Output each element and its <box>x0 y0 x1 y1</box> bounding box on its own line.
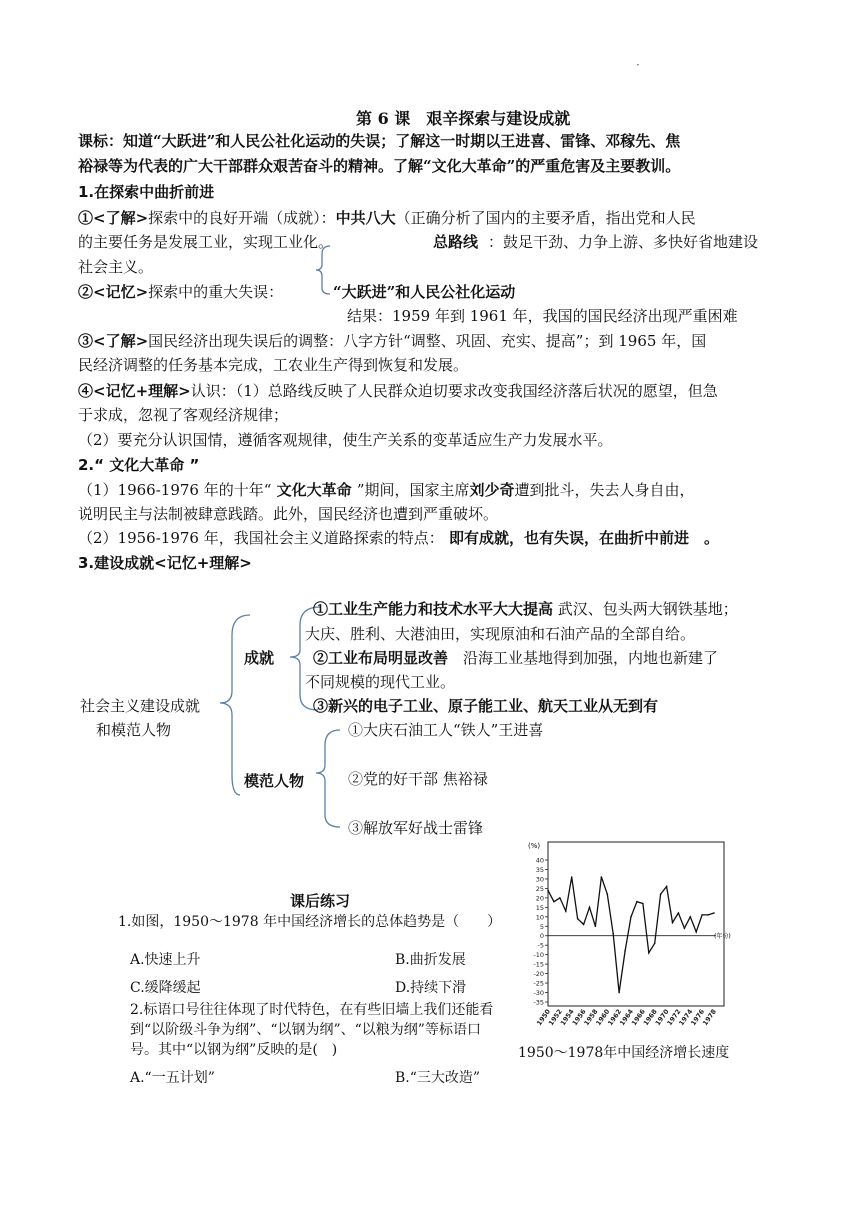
achievement-2-line2: 不同规模的现代工业。 <box>305 673 456 691</box>
data-point <box>660 893 662 895</box>
achievement-2-text: 沿海工业基地得到加强，内地也新建了 <box>448 649 719 667</box>
chart-frame <box>548 842 724 1006</box>
section2-p2 <box>78 527 798 549</box>
section1-p2 <box>78 281 798 303</box>
y-tick-label: -25 <box>533 979 544 988</box>
data-point <box>630 916 632 918</box>
liu-shaoqi: 刘少奇 <box>469 481 515 499</box>
section2-heading: 2.“ 文化大革命 ” <box>78 456 200 474</box>
y-tick-label: 5 <box>539 922 544 931</box>
p1-line2: 的主要任务是发展工业，实现工业化。 <box>78 233 334 251</box>
s2-p1b: ”期间，国家主席 <box>356 481 470 499</box>
p1-text: 探索中的良好开端（成就）： <box>148 209 336 227</box>
corner-mark: · <box>636 58 640 72</box>
question-2-line1: 2.标语口号往往体现了时代特色，在有些旧墙上我们还能看 <box>130 1002 494 1018</box>
standard-line-2: 裕禄等为代表的广大干部群众艰苦奋斗的精神。了解“文化大革命”的严重危害及主要教训。 <box>78 157 681 175</box>
q1-option-a[interactable]: A.快速上升 <box>130 952 201 968</box>
general-line-text: ：鼓足干劲、力争上游、多快好省地建设 <box>488 233 759 251</box>
mindmap-root-line1: 社会主义建设成就 <box>80 697 201 715</box>
growth-series-line <box>548 877 714 993</box>
data-point <box>666 886 668 888</box>
q1-option-d[interactable]: D.持续下滑 <box>395 980 467 996</box>
x-tick-label: 1962 <box>606 1007 624 1028</box>
question-1: 1.如图，1950～1978 年中国经济增长的总体趋势是（ ） <box>118 914 502 930</box>
data-point <box>571 876 573 878</box>
section3-heading: 3.建设成就<记忆+理解> <box>78 554 252 572</box>
model-3: ③解放军好战士雷锋 <box>348 819 484 837</box>
data-point <box>618 992 620 994</box>
tag-understand-2: ③<了解> <box>78 332 149 350</box>
question-2-line3: 号。其中“以钢为纲”反映的是( ) <box>130 1042 338 1058</box>
eighth-congress: 中共八大 <box>335 209 396 227</box>
data-point <box>547 889 549 891</box>
model-2: ②党的好干部 焦裕禄 <box>348 770 488 788</box>
data-point <box>589 907 591 909</box>
x-tick-label: 1972 <box>665 1007 683 1028</box>
section1-p1-line2 <box>78 231 798 253</box>
growth-chart-svg <box>518 836 740 1041</box>
data-point <box>713 912 715 914</box>
data-point <box>606 893 608 895</box>
data-point <box>654 943 656 945</box>
data-point <box>695 931 697 933</box>
s2-p1c: 遭到批斗，失去人身自由， <box>514 481 695 499</box>
growth-chart <box>518 836 740 1041</box>
data-point <box>707 914 709 916</box>
p1-rest: （正确分析了国内的主要矛盾，指出党和人民 <box>395 209 696 227</box>
y-tick-label: -15 <box>533 960 544 969</box>
data-point <box>642 903 644 905</box>
y-tick-label: 40 <box>535 856 544 865</box>
section1-p4 <box>78 380 798 402</box>
y-tick-label: -20 <box>533 970 544 979</box>
p4-text: 认识：（1）总路线反映了人民群众迫切要求改变我国经济落后状况的愿望，但急 <box>190 382 718 400</box>
section2-p1 <box>78 479 798 501</box>
chart-caption: 1950～1978年中国经济增长速度 <box>518 1045 730 1061</box>
achievement-3: ③新兴的电子工业、原子能工业、航天工业从无到有 <box>313 697 659 715</box>
chart-xlabel: (年份) <box>714 933 731 940</box>
x-tick-label: 1974 <box>677 1007 695 1028</box>
y-tick-label: 20 <box>535 894 544 903</box>
tag-understand: ①<了解> <box>78 209 149 227</box>
achievement-1-title: ①工业生产能力和技术水平大大提高 <box>313 600 554 618</box>
branch-achievements: 成就 <box>244 649 275 667</box>
achievement-2-title: ②工业布局明显改善 <box>313 649 449 667</box>
achievement-2 <box>313 647 718 668</box>
x-tick-label: 1952 <box>546 1007 564 1028</box>
x-tick-label: 1964 <box>618 1007 636 1028</box>
question-2-line2: 到“以阶级斗争为纲”、“以钢为纲”、“以粮为纲”等标语口 <box>130 1022 481 1038</box>
s2-p2a: （2）1956-1976 年，我国社会主义道路探索的特点： <box>78 529 444 547</box>
data-point <box>648 952 650 954</box>
model-1: ①大庆石油工人“铁人”王进喜 <box>348 721 544 739</box>
y-tick-label: -10 <box>533 951 544 960</box>
data-point <box>684 927 686 929</box>
data-point <box>701 914 703 916</box>
section1-p3 <box>78 330 798 352</box>
q2-option-b[interactable]: B.“三大改造” <box>395 1070 481 1086</box>
p2-text: 探索中的重大失误： <box>148 283 284 301</box>
tag-memory-understand: ④<记忆+理解> <box>78 382 191 400</box>
data-point <box>672 922 674 924</box>
x-tick-label: 1958 <box>582 1007 600 1028</box>
section1-p1 <box>78 207 798 229</box>
x-tick-label: 1950 <box>535 1007 553 1028</box>
page-title: 第 6 课 艰辛探索与建设成就 <box>356 109 571 128</box>
data-point <box>559 897 561 899</box>
exercise-heading: 课后练习 <box>290 892 351 910</box>
x-tick-label: 1966 <box>629 1007 647 1028</box>
data-point <box>577 918 579 920</box>
section1-p1-line3: 社会主义。 <box>78 258 154 276</box>
achievement-1-text: 武汉、包头两大钢铁基地； <box>553 600 738 618</box>
x-tick-label: 1976 <box>689 1007 707 1028</box>
data-point <box>601 876 603 878</box>
chart-ylabel: (%) <box>528 842 541 850</box>
section2-p1-line2: 说明民主与法制被肆意践踏。此外，国民经济也遭到严重破坏。 <box>78 505 499 523</box>
x-tick-label: 1960 <box>594 1007 612 1028</box>
y-tick-label: -35 <box>533 998 544 1007</box>
section1-p4-line2: 于求成，忽视了客观经济规律； <box>78 406 289 424</box>
great-leap: “大跃进”和人民公社化运动 <box>333 283 516 301</box>
mindmap-root-line2: 和模范人物 <box>96 721 172 739</box>
general-line-label: 总路线 <box>433 233 479 251</box>
section1-heading: 1.在探索中曲折前进 <box>78 183 215 201</box>
s2-p2-bold: 即有成就，也有失误，在曲折中前进 。 <box>443 529 719 547</box>
data-point <box>595 925 597 927</box>
achievement-1 <box>313 598 738 619</box>
q2-option-a[interactable]: A.“一五计划” <box>130 1070 215 1086</box>
achievement-1-line2: 大庆、胜利、大港油田，实现原油和石油产品的全部自给。 <box>305 625 696 643</box>
y-tick-label: 25 <box>535 884 544 893</box>
x-tick-label: 1968 <box>641 1007 659 1028</box>
y-tick-label: 15 <box>535 903 544 912</box>
data-point <box>624 950 626 952</box>
y-tick-label: 0 <box>539 932 544 941</box>
x-tick-label: 1956 <box>570 1007 588 1028</box>
x-tick-label: 1970 <box>653 1007 671 1028</box>
x-tick-label: 1978 <box>701 1007 719 1028</box>
s2-p1a: （1）1966-1976 年的十年“ <box>78 481 272 499</box>
section1-p4-line3: （2）要充分认识国情，遵循客观规律，使生产关系的变革适应生产力发展水平。 <box>78 431 613 449</box>
y-tick-label: 35 <box>535 865 544 874</box>
data-point <box>612 933 614 935</box>
data-point <box>583 924 585 926</box>
y-tick-label: -30 <box>533 989 544 998</box>
y-tick-label: 10 <box>535 913 544 922</box>
q1-option-b[interactable]: B.曲折发展 <box>395 952 466 968</box>
data-point <box>689 916 691 918</box>
y-tick-label: -5 <box>537 941 544 950</box>
data-point <box>636 901 638 903</box>
q1-option-c[interactable]: C.缓降缓起 <box>130 980 201 996</box>
tag-memory: ②<记忆> <box>78 283 149 301</box>
y-tick-label: 30 <box>535 875 544 884</box>
section1-p3-line2: 民经济调整的任务基本完成，工农业生产得到恢复和发展。 <box>78 356 469 374</box>
x-tick-label: 1954 <box>558 1007 576 1028</box>
cultural-revolution: 文化大革命 <box>271 481 357 499</box>
data-point <box>565 910 567 912</box>
p3-text: 国民经济出现失误后的调整：八字方针“调整、巩固、充实、提高”；到 1965 年，国 <box>148 332 707 350</box>
standard-line-1: 课标：知道“大跃进”和人民公社化运动的失误；了解这一时期以王进喜、雷锋、邓稼先、焦 <box>78 132 681 150</box>
data-point <box>553 901 555 903</box>
data-point <box>678 912 680 914</box>
branch-models: 模范人物 <box>244 772 305 790</box>
section1-p2-result: 结果：1959 年到 1961 年，我国的国民经济出现严重困难 <box>347 307 738 325</box>
